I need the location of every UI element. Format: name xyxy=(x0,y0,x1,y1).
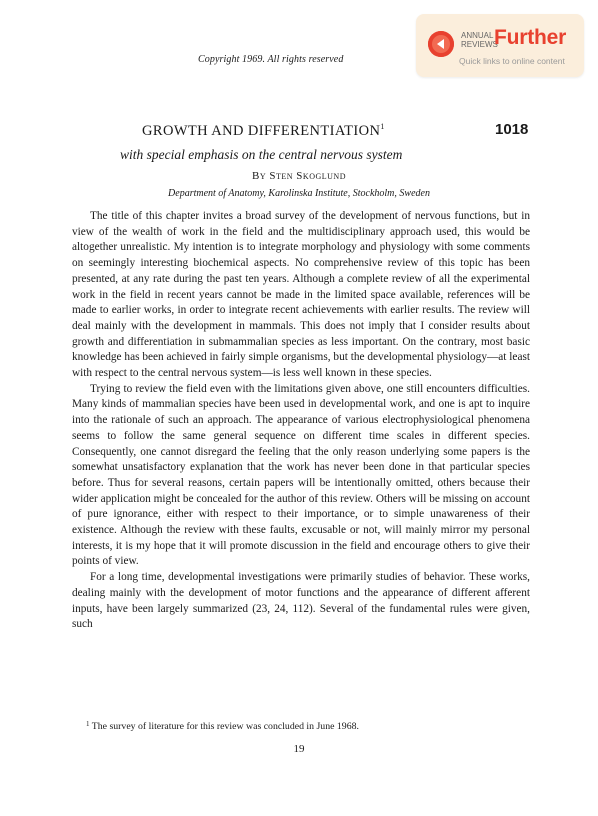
copyright-notice: Copyright 1969. All rights reserved xyxy=(198,54,344,65)
annual-reviews-logo-text xyxy=(461,32,498,49)
body-paragraph: Trying to review the field even with the limitations given above, one still encounters difficulties. Many kinds of mammalian species have been used in developmental work, and one is apt to inquire into the rationale of such an approach. The appearance of various electrophysiological phenomena seems to follow the same general sequence on different time scales in different species. Consequently, one cannot disregard the feeling that the only reason underlying some papers is the somewhat unsatisfactory explanation that the work has never been done in that particular species before. Thus for several reasons, certain papers will be intentionally omitted, others because their wider application might be concealed for the author of this review. Others will be missing on account of pure ignorance, either with respect to their importance, or to simple unawareness of their existence. Although the review with these faults, excusable or not, will mainly mirror my personal interests, it is my hope that it will promote discussion in the field and encourage others to give their points of view. xyxy=(72,382,530,568)
article-body xyxy=(72,209,530,633)
footnote-mark: 1 xyxy=(86,720,90,728)
footnote-text: The survey of literature for this review was concluded in June 1968. xyxy=(91,721,359,732)
title-footnote-mark: 1 xyxy=(380,122,385,131)
article-number: 1018 xyxy=(495,121,529,138)
further-tagline: Quick links to online content xyxy=(459,56,565,66)
body-paragraph: The title of this chapter invites a broad survey of the development of nervous functions, but in view of the wealth of work in the field and the multidisciplinary approach used, this would be altogether unrealistic. My intention is to integrate morphology and physiology with some comments on seemingly interesting biochemical aspects. No comprehensive review of this topic has been presented, at any rate during the past ten years. Although a complete review of all the experimental work in the field in recent years cannot be made in the limited space available, references will be made to earlier works, in order to integrate recent achievements with earlier results. The review will deal mainly with the development in mammals. This does not imply that I consider results about growth and differentiation in submammalian species as less important. On the contrary, most basic knowledge has been achieved in fairly simple organisms, but the developmental physiology—at least with respect to the central nervous system—is less well known in these species. xyxy=(72,210,530,380)
article-title-text: GROWTH AND DIFFERENTIATION xyxy=(142,123,381,139)
body-paragraph: For a long time, developmental investigations were primarily studies of behavior. These works, dealing mainly with the development of motor functions and the appearance of different afferent inputs, have been largely summarized (23, 24, 112). Several of the fundamental rules were given, such xyxy=(72,571,530,631)
article-subtitle: with special emphasis on the central nervous system xyxy=(120,147,403,162)
footnote xyxy=(86,720,359,732)
brand-line-annual: ANNUAL xyxy=(461,31,494,40)
page-number: 19 xyxy=(293,743,305,755)
annual-reviews-further-widget[interactable] xyxy=(416,14,584,77)
author-affiliation: Department of Anatomy, Karolinska Institute, Stockholm, Sweden xyxy=(168,188,430,199)
further-label[interactable]: Further xyxy=(494,26,567,49)
brand-line-reviews: REVIEWS xyxy=(461,39,498,49)
article-title xyxy=(142,122,384,140)
author-line: By Sten Skoglund xyxy=(252,170,346,182)
play-icon[interactable] xyxy=(428,31,454,57)
